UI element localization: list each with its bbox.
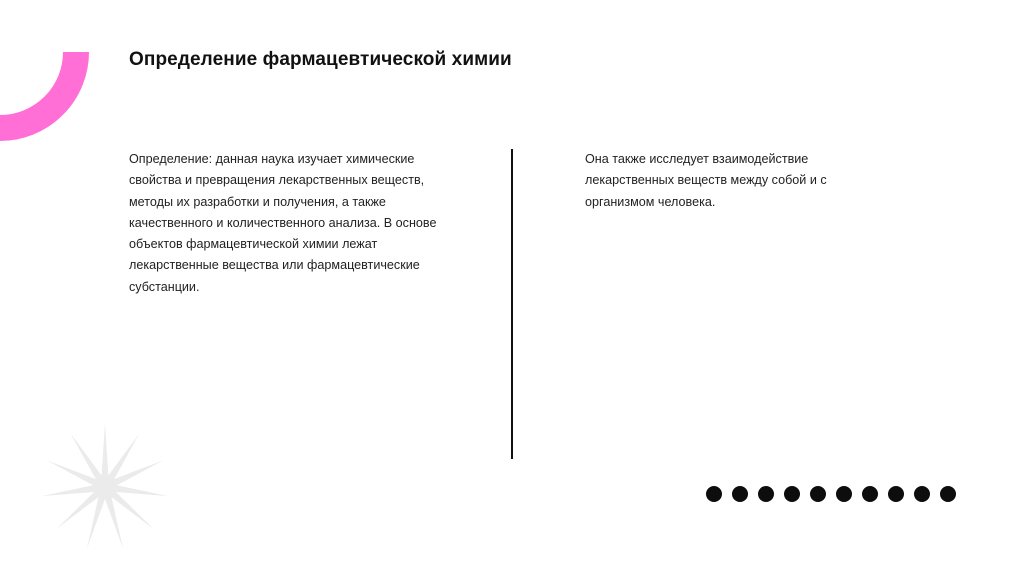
dot <box>862 486 878 502</box>
text-line: лекарственных веществ между собой и с <box>585 173 827 188</box>
definition-text <box>129 149 479 298</box>
dot <box>940 486 956 502</box>
dots-decoration <box>706 486 956 502</box>
dot <box>914 486 930 502</box>
star-decoration <box>38 420 172 554</box>
slide-title: Определение фармацевтической химии <box>129 49 512 70</box>
dot <box>706 486 722 502</box>
dot <box>888 486 904 502</box>
text-line: свойства и превращения лекарственных веществ, <box>129 173 425 188</box>
pink-arc-decoration <box>0 0 110 160</box>
interaction-text <box>585 149 860 213</box>
text-line: организмом человека. <box>585 194 716 209</box>
text-line: объектов фармацевтической химии лежат <box>129 237 378 252</box>
text-line: качественного и количественного анализа. В основе <box>129 215 437 230</box>
text-line: Она также исследует взаимодействие <box>585 152 809 166</box>
dot <box>784 486 800 502</box>
dot <box>810 486 826 502</box>
column-divider <box>511 149 513 459</box>
text-line: методы их разработки и получения, а также <box>129 194 386 209</box>
dot <box>732 486 748 502</box>
text-line: лекарственные вещества или фармацевтические <box>129 258 420 273</box>
text-line: Определение: данная наука изучает химические <box>129 152 415 166</box>
dot <box>758 486 774 502</box>
text-line: субстанции. <box>129 279 200 294</box>
dot <box>836 486 852 502</box>
